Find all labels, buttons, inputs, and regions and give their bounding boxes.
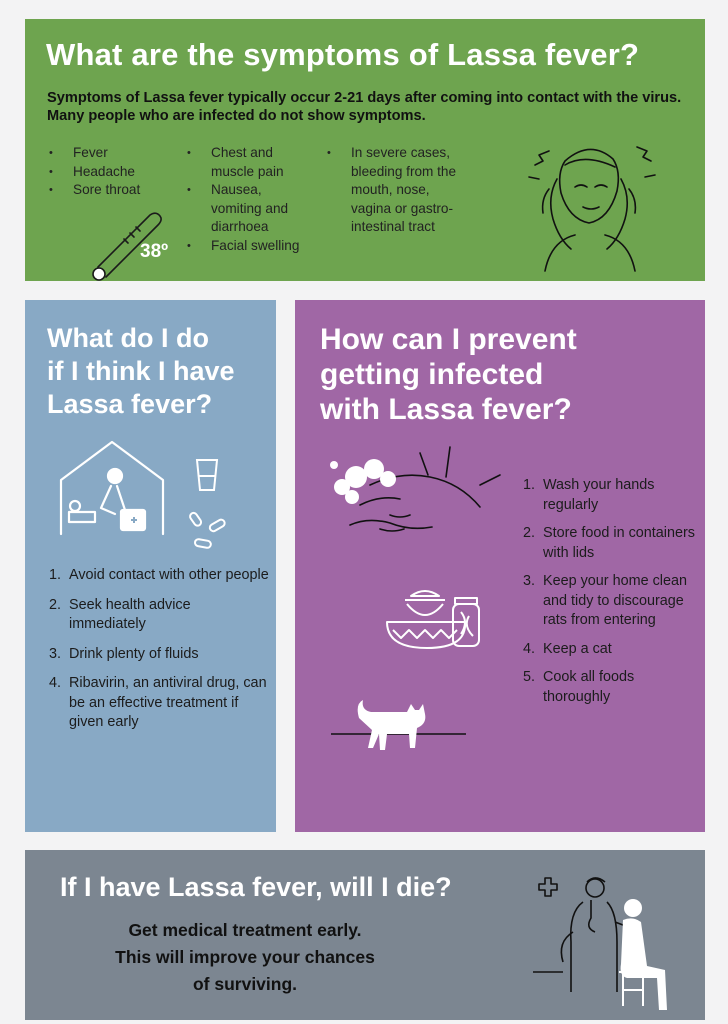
step-number: 1. bbox=[523, 477, 536, 493]
step-text: Keep a cat bbox=[543, 640, 612, 657]
step-number: 4. bbox=[523, 640, 536, 657]
list-item bbox=[49, 674, 269, 733]
list-item bbox=[523, 476, 703, 515]
symptom-item: • Sore throat bbox=[47, 181, 167, 200]
symptoms-panel bbox=[25, 19, 705, 281]
list-item bbox=[523, 668, 703, 707]
step-number: 1. bbox=[49, 567, 62, 583]
temperature-label: 38º bbox=[140, 241, 169, 262]
list-item bbox=[49, 596, 269, 635]
title-line: How can I prevent bbox=[320, 323, 577, 356]
step-number: 2. bbox=[49, 596, 62, 613]
step-text: Seek health advice immediately bbox=[69, 596, 191, 632]
step-number: 3. bbox=[523, 573, 536, 589]
title-line: What do I do bbox=[47, 323, 209, 353]
list-item bbox=[523, 640, 703, 660]
symptoms-list-3 bbox=[325, 144, 465, 237]
symptom-item: • Facial swelling bbox=[185, 237, 315, 256]
symptoms-list-2 bbox=[185, 144, 315, 256]
title-line: getting infected bbox=[320, 358, 544, 391]
list-item bbox=[49, 645, 269, 665]
step-text: Wash your hands regularly bbox=[543, 477, 655, 513]
cat-icon bbox=[331, 700, 466, 755]
glass-and-pills-icon bbox=[185, 458, 235, 558]
outcome-panel bbox=[25, 850, 705, 1020]
title-line: with Lassa fever? bbox=[320, 393, 572, 426]
symptom-item: • In severe cases, bleeding from the mouth, nose, vagina or gastro-intestinal tract bbox=[325, 144, 465, 237]
step-text: Store food in containers with lids bbox=[543, 525, 695, 561]
step-number: 4. bbox=[49, 675, 62, 691]
headache-person-icon bbox=[505, 131, 675, 271]
hand-washing-icon bbox=[330, 445, 505, 550]
prevention-steps bbox=[523, 476, 703, 716]
step-text: Drink plenty of fluids bbox=[69, 645, 199, 662]
symptoms-list-1 bbox=[47, 144, 167, 200]
symptom-item: • Headache bbox=[47, 163, 167, 182]
house-care-icon bbox=[57, 440, 167, 540]
symptoms-title: What are the symptoms of Lassa fever? bbox=[46, 37, 640, 72]
step-number: 2. bbox=[523, 525, 536, 541]
what-to-do-panel bbox=[25, 300, 276, 832]
food-containers-icon bbox=[383, 586, 488, 656]
message-line: Get medical treatment early. bbox=[128, 920, 362, 940]
step-text: Avoid contact with other people bbox=[69, 567, 269, 583]
step-text: Ribavirin, an antiviral drug, can be an effective treatment if given early bbox=[69, 675, 267, 730]
symptoms-intro: Symptoms of Lassa fever typically occur 2-21 days after coming into contact with the virus. Many people who are infected do not show symptoms. bbox=[47, 90, 682, 124]
list-item bbox=[49, 566, 269, 586]
outcome-title: If I have Lassa fever, will I die? bbox=[60, 872, 452, 902]
doctor-patient-icon bbox=[533, 872, 683, 1017]
step-number: 3. bbox=[49, 645, 62, 662]
symptom-item: • Nausea, vomiting and diarrhoea bbox=[185, 181, 315, 237]
outcome-message bbox=[95, 917, 395, 998]
what-to-do-title bbox=[47, 322, 235, 421]
step-text: Cook all foods thoroughly bbox=[543, 669, 635, 705]
title-line: Lassa fever? bbox=[47, 389, 213, 419]
message-line: of surviving. bbox=[192, 974, 298, 994]
step-text: Keep your home clean and tidy to discourage rats from entering bbox=[543, 573, 687, 628]
symptom-item: • Fever bbox=[47, 144, 167, 163]
what-to-do-steps bbox=[49, 566, 269, 743]
message-line: This will improve your chances bbox=[115, 947, 375, 967]
prevention-title bbox=[320, 322, 577, 427]
title-line: if I think I have bbox=[47, 356, 235, 386]
symptom-item: • Chest and muscle pain bbox=[185, 144, 315, 181]
prevention-panel bbox=[295, 300, 705, 832]
list-item bbox=[523, 572, 703, 631]
list-item bbox=[523, 524, 703, 563]
step-number: 5. bbox=[523, 669, 536, 685]
